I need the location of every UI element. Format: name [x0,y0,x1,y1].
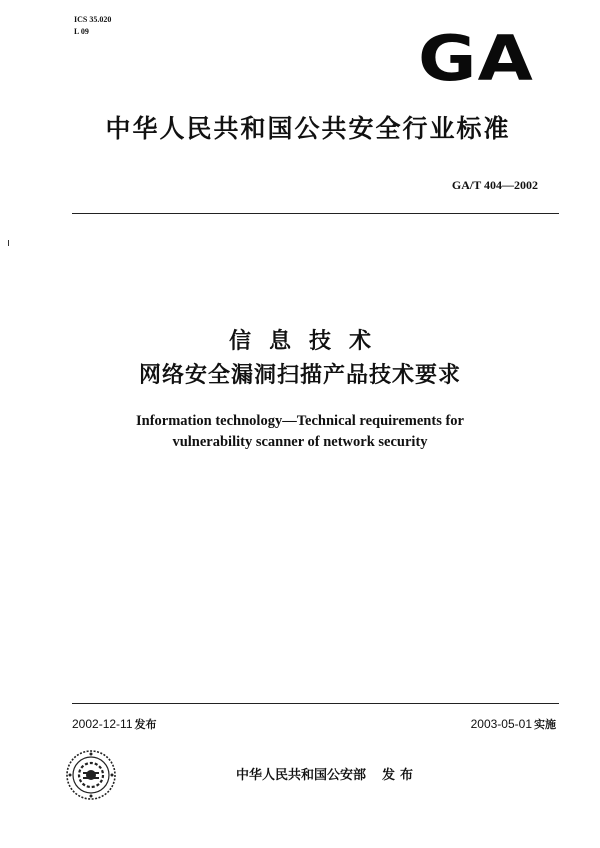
implementation-date-value: 2003-05-01 [470,717,532,731]
ga-logo: GA [418,22,535,95]
standard-number: GA/T 404—2002 [451,178,538,192]
issue-date-value: 2002-12-11 [72,717,133,731]
issuer [236,764,418,783]
standard-title: 中华人民共和国公共安全行业标准 [105,114,511,143]
english-title-line1: Information technology—Technical requirements for [136,413,464,429]
chinese-title-line2: 网络安全漏洞扫描产品技术要求 [138,363,461,388]
ics-code: ICS 35.020 [74,15,112,24]
issue-label: 发布 [134,718,157,731]
ccs-code: L 09 [74,27,89,36]
implementation-label: 实施 [534,718,556,731]
english-title-line2: vulnerability scanner of network security [172,434,428,450]
classification-codes [74,14,111,38]
top-divider [72,213,559,214]
chinese-title-line1: 信息技术 [228,329,389,354]
issue-date [72,716,157,732]
emblem-seal-icon [64,748,118,802]
implementation-date [471,716,556,732]
issuer-name: 中华人民共和国公安部 [236,768,367,783]
bottom-divider [72,703,559,704]
issuer-action: 发布 [382,768,419,783]
margin-mark [8,240,9,246]
